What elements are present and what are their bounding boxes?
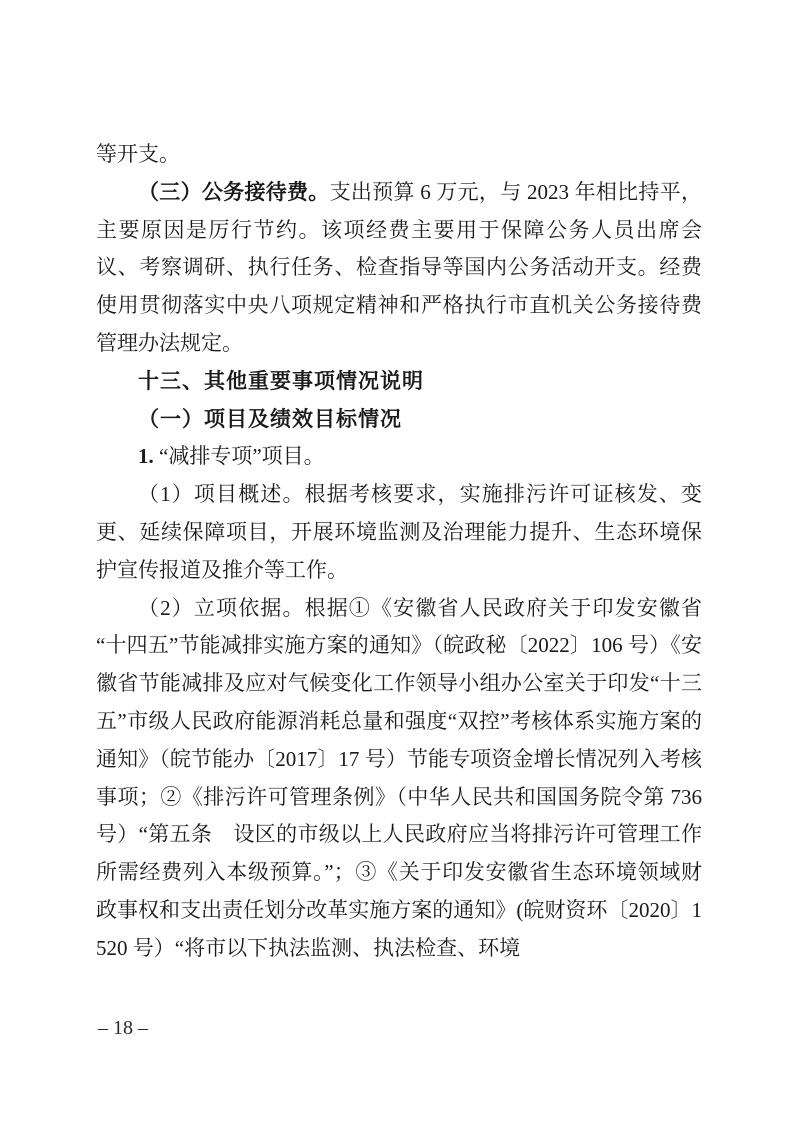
document-body bbox=[96, 136, 702, 968]
section-heading-thirteen: 十三、其他重要事项情况说明 bbox=[138, 369, 424, 393]
paragraph-continuation: 等开支。 bbox=[96, 142, 180, 166]
paragraph-project-number: 1. bbox=[138, 444, 159, 469]
paragraph-project-name: “减排专项”项目。 bbox=[159, 444, 325, 469]
paragraph-project-basis: （2）立项依据。根据①《安徽省人民政府关于印发安徽省“十四五”节能减排实施方案的通知》（皖政秘〔2022〕106 号）《安徽省节能减排及应对气候变化工作领导小组办公室关于印发“十三五”市级人民政府能源消耗总量和强度“双控”考核体系实施方案的通知》（皖节能办〔2017〕17 号）节能专项资金增长情况列入考核事项；②《排污许可管理条例》（中华人民共和国国务院令第 736 号）“第五条 设区的市级以上人民政府应当将排污许可管理工作所需经费列入本级预算。”；③《关于印发安徽省生态环境领域财政事权和支出责任划分改革实施方案的通知》(皖财资环〔2020〕1520 号）“将市以下执法监测、执法检查、环境 bbox=[96, 595, 702, 960]
page-number: – 18 – bbox=[98, 1017, 148, 1039]
paragraph-project-overview: （1）项目概述。根据考核要求，实施排污许可证核发、变更、延续保障项目，开展环境监测及治理能力提升、生态环境保护宣传报道及推介等工作。 bbox=[96, 482, 702, 582]
paragraph-project-title bbox=[96, 438, 702, 476]
paragraph-reception-text: 支出预算 6 万元，与 2023 年相比持平，主要原因是厉行节约。该项经费主要用于保障公务人员出席会议、考察调研、执行任务、检查指导等国内公务活动开支。经费使用贯彻落实中央八项规定精神和严格执行市直机关公务接待费管理办法规定。 bbox=[96, 179, 703, 355]
paragraph-reception-lead: （三）公务接待费。 bbox=[138, 179, 330, 204]
subsection-heading-one: （一）项目及绩效目标情况 bbox=[138, 406, 402, 431]
paragraph-reception-expense bbox=[96, 174, 702, 363]
